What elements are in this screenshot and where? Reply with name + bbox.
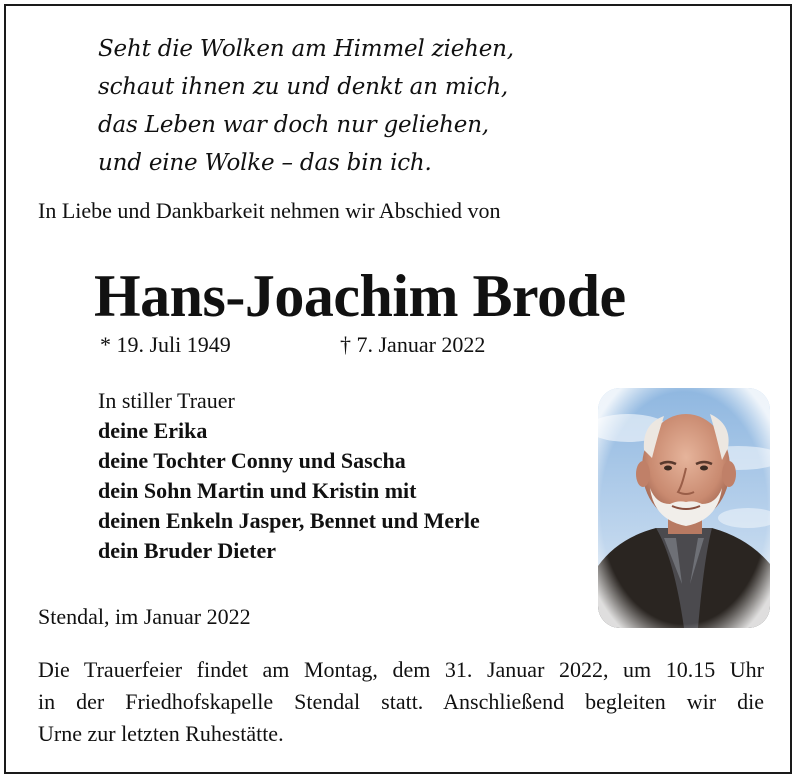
mourner-name: dein Sohn Martin und Kristin mit [98, 478, 417, 503]
service-line: Die Trauerfeier findet am Montag, dem 31. Januar 2022, um 10.15 Uhr [38, 657, 764, 682]
mourners-heading: In stiller Trauer [98, 388, 235, 413]
poem-line: schaut ihnen zu und denkt an mich, [98, 74, 509, 100]
memorial-poem [98, 30, 514, 182]
obituary-notice [4, 4, 792, 774]
place-and-date: Stendal, im Januar 2022 [38, 604, 251, 629]
mourner-name: deine Erika [98, 418, 208, 443]
service-line: in der Friedhofskapelle Stendal statt. Anschließend begleiten wir die [38, 689, 764, 714]
birth-date: * 19. Juli 1949 [100, 332, 231, 357]
funeral-service-info [38, 654, 764, 750]
mourners-list [98, 386, 480, 566]
portrait-photo [598, 388, 770, 628]
service-line: Urne zur letzten Ruhestätte. [38, 721, 284, 746]
death-date: † 7. Januar 2022 [340, 332, 486, 357]
deceased-name: Hans-Joachim Brode [94, 263, 626, 329]
poem-line: Seht die Wolken am Himmel ziehen, [98, 36, 514, 62]
mourner-name: deine Tochter Conny und Sascha [98, 448, 406, 473]
farewell-intro: In Liebe und Dankbarkeit nehmen wir Abschied von [38, 198, 501, 223]
poem-line: das Leben war doch nur geliehen, [98, 112, 489, 138]
mourner-name: deinen Enkeln Jasper, Bennet und Merle [98, 508, 480, 533]
mourner-name: dein Bruder Dieter [98, 538, 277, 563]
poem-line: und eine Wolke – das bin ich. [98, 150, 432, 176]
